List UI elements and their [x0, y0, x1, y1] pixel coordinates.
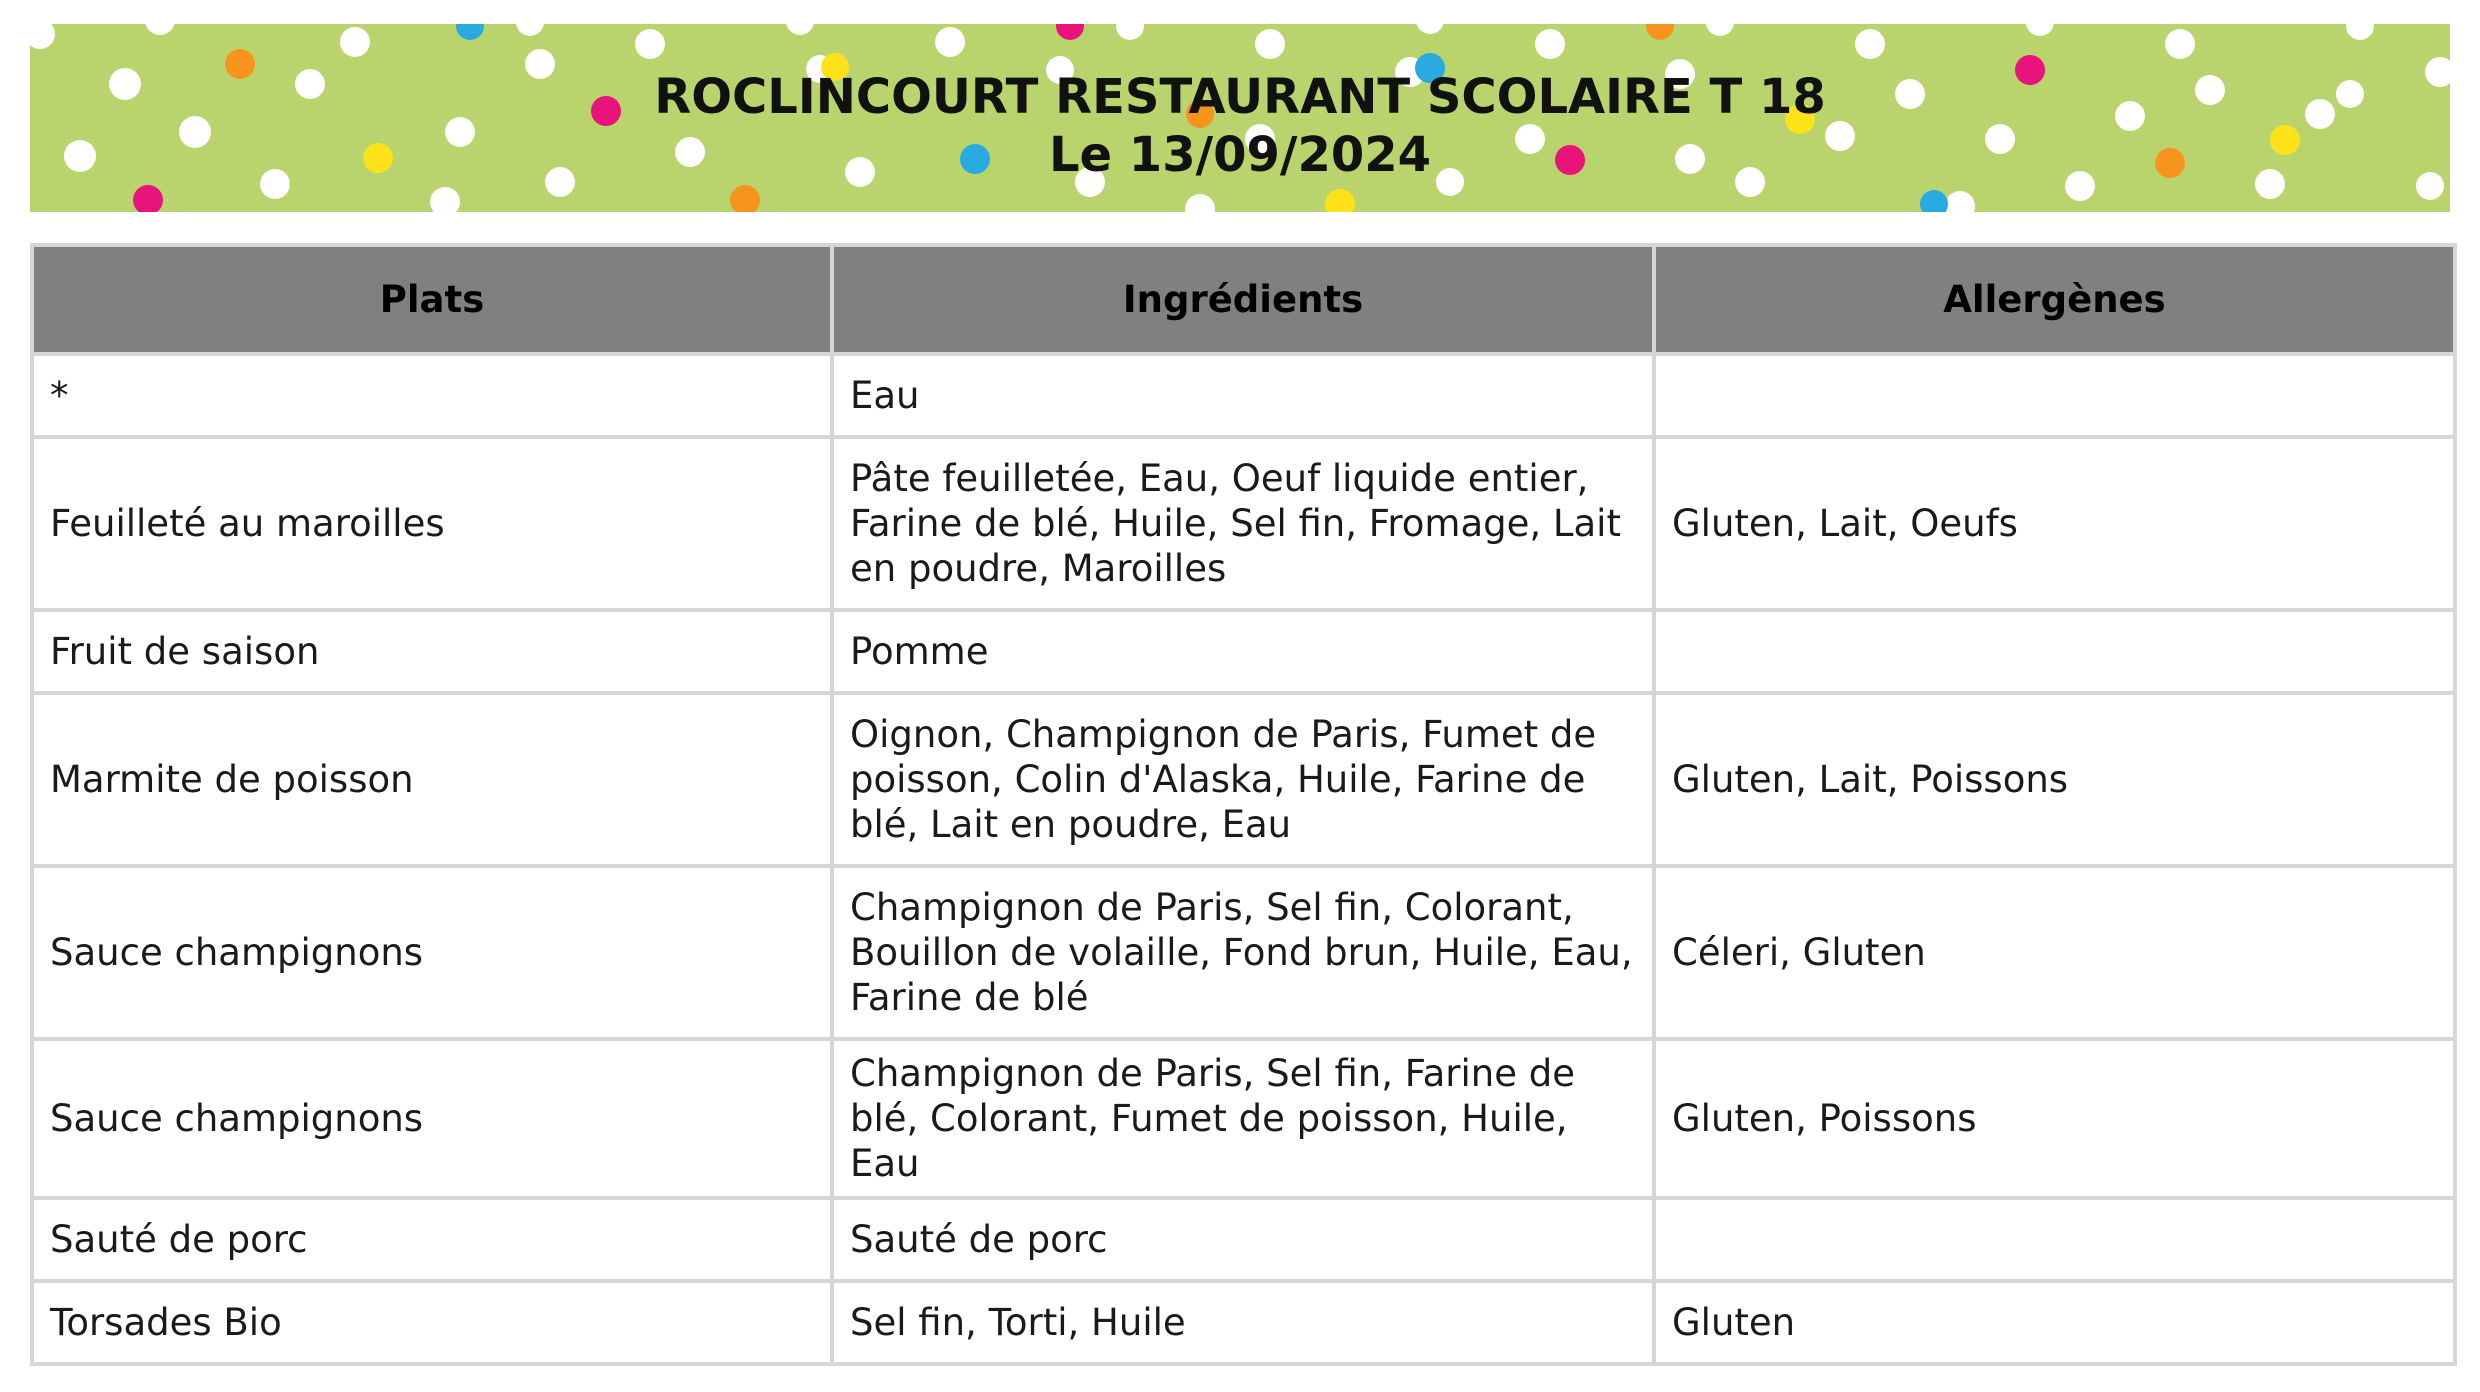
table-row [32, 866, 2455, 1039]
table-row [32, 1198, 2455, 1281]
cell-ingredients: Oignon, Champignon de Paris, Fumet de poisson, Colin d'Alaska, Huile, Farine de blé, Lait en poudre, Eau [832, 693, 1654, 866]
cell-ingredients: Sauté de porc [832, 1198, 1654, 1281]
cell-allergenes: Gluten, Lait, Poissons [1654, 693, 2455, 866]
page-title: ROCLINCOURT RESTAURANT SCOLAIRE T 18 [654, 69, 1826, 125]
table-row [32, 1039, 2455, 1198]
cell-allergenes: Gluten [1654, 1281, 2455, 1364]
cell-ingredients: Champignon de Paris, Sel fin, Farine de blé, Colorant, Fumet de poisson, Huile, Eau [832, 1039, 1654, 1198]
table-row [32, 437, 2455, 610]
cell-plat: Sauce champignons [32, 866, 832, 1039]
cell-allergenes: Gluten, Poissons [1654, 1039, 2455, 1198]
table-row [32, 610, 2455, 693]
cell-allergenes [1654, 1198, 2455, 1281]
cell-plat: Feuilleté au maroilles [32, 437, 832, 610]
banner-heading [30, 68, 2450, 184]
cell-ingredients: Champignon de Paris, Sel fin, Colorant, Bouillon de volaille, Fond brun, Huile, Eau, Farine de blé [832, 866, 1654, 1039]
cell-plat: Torsades Bio [32, 1281, 832, 1364]
cell-plat: * [32, 354, 832, 437]
column-header-ingredients: Ingrédients [832, 245, 1654, 354]
menu-date: Le 13/09/2024 [1048, 127, 1432, 183]
cell-plat: Sauce champignons [32, 1039, 832, 1198]
allergen-table [30, 243, 2457, 1366]
cell-plat: Fruit de saison [32, 610, 832, 693]
cell-ingredients: Pâte feuilletée, Eau, Oeuf liquide entier, Farine de blé, Huile, Sel fin, Fromage, Lait en poudre, Maroilles [832, 437, 1654, 610]
cell-plat: Marmite de poisson [32, 693, 832, 866]
cell-ingredients: Sel fin, Torti, Huile [832, 1281, 1654, 1364]
cell-allergenes [1654, 354, 2455, 437]
table-row [32, 354, 2455, 437]
header-banner [30, 24, 2450, 212]
cell-allergenes [1654, 610, 2455, 693]
column-header-allergenes: Allergènes [1654, 245, 2455, 354]
cell-plat: Sauté de porc [32, 1198, 832, 1281]
cell-ingredients: Eau [832, 354, 1654, 437]
cell-allergenes: Gluten, Lait, Oeufs [1654, 437, 2455, 610]
table-row [32, 693, 2455, 866]
table-header-row [32, 245, 2455, 354]
cell-allergenes: Céleri, Gluten [1654, 866, 2455, 1039]
column-header-plats: Plats [32, 245, 832, 354]
table-row [32, 1281, 2455, 1364]
cell-ingredients: Pomme [832, 610, 1654, 693]
